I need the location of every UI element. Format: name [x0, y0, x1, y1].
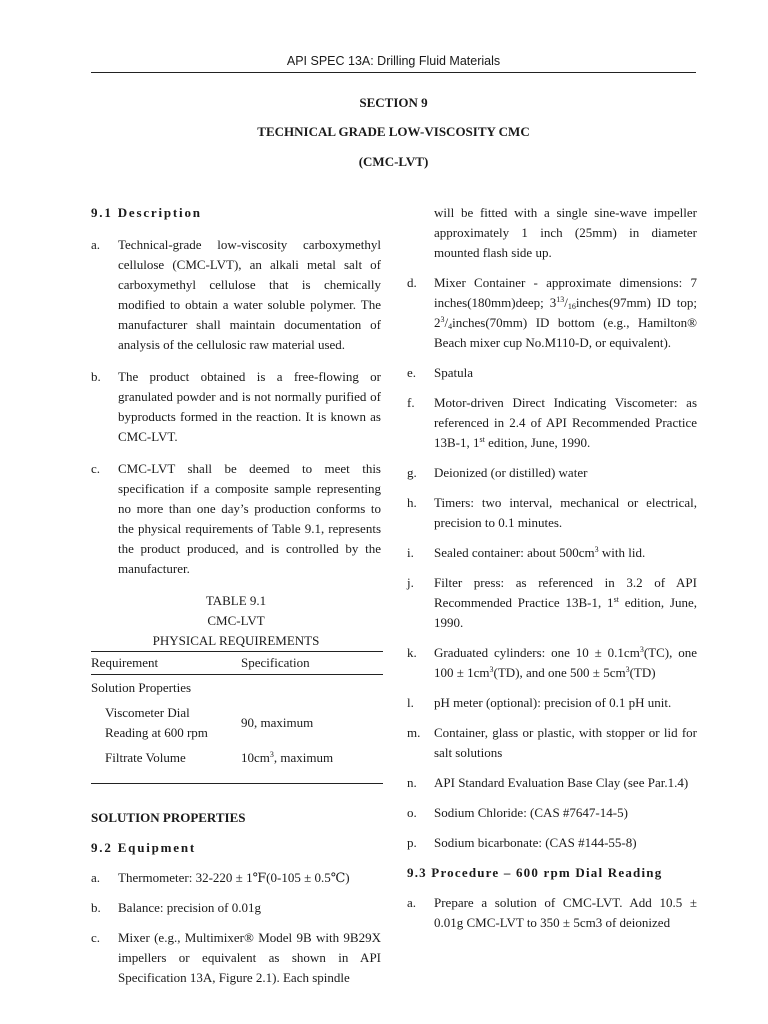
equipment-c-continued: will be fitted with a single sine-wave impeller approximately 1 inch (25mm) in diameter mounted flash side up.	[434, 205, 697, 260]
item-text: Container, glass or plastic, with stopper or lid for salt solutions	[434, 725, 697, 760]
section-number: SECTION 9	[359, 95, 428, 110]
item-label: n.	[407, 775, 417, 790]
item-label: g.	[407, 465, 417, 480]
item-label: d.	[407, 275, 417, 290]
item-label: a.	[91, 237, 101, 252]
table-group-row	[91, 675, 383, 702]
item-label: b.	[91, 369, 101, 384]
running-header: API SPEC 13A: Drilling Fluid Materials	[286, 54, 501, 68]
item-label: i.	[407, 545, 414, 560]
item-label: k.	[407, 645, 417, 660]
specification-cell: 90, maximum	[241, 715, 314, 730]
heading-9-1: 9.1 Description	[91, 205, 202, 220]
equipment-i	[407, 543, 697, 563]
equipment-c	[91, 928, 381, 988]
item-label: f.	[407, 395, 415, 410]
specification-cell: $10cm^3$, maximum	[241, 750, 334, 765]
group-label: Solution Properties	[91, 680, 192, 695]
item-text: API Standard Evaluation Base Clay (see Par.1.4)	[434, 775, 689, 790]
table-row	[91, 745, 383, 771]
section-subtitle: (CMC-LVT)	[358, 154, 429, 169]
description-a	[91, 235, 381, 355]
item-label: h.	[407, 495, 417, 510]
table-row	[91, 701, 383, 745]
section-title: TECHNICAL GRADE LOW-VISCOSITY CMC	[257, 124, 530, 139]
requirement-line: Viscometer Dial	[105, 705, 190, 720]
equipment-p	[407, 833, 697, 853]
item-label: o.	[407, 805, 417, 820]
equipment-m	[407, 723, 697, 763]
item-label: m.	[407, 725, 421, 740]
item-text: Mixer (e.g., Multimixer® Model 9B with 9B29X impellers or equivalent as shown in API Specification 13A, Figure 2.1). Each spindle	[118, 930, 381, 985]
left-column	[91, 203, 381, 988]
item-label: b.	[91, 900, 101, 915]
item-text: Mixer Container - approximate dimensions: 7 inches(180mm)deep; $3^{13}/_{16}inches(97mm)$ ID top; $2^3/_4inches(70mm)$ ID bottom (e.g., Hamilton® Beach mixer cup No.M110-D, or equivalent).	[434, 275, 697, 350]
item-text: Timers: two interval, mechanical or electrical, precision to 0.1 minutes.	[434, 495, 697, 530]
requirement-cell	[91, 701, 241, 745]
item-text: Graduated cylinders: one $10 \pm 0.1cm^3(TC)$, one $100 \pm 1cm^3(TD)$, and one $500 \pm 5cm^3(TD)$	[434, 645, 697, 680]
item-text: Deionized (or distilled) water	[434, 465, 588, 480]
equipment-a	[91, 868, 381, 888]
equipment-d	[407, 273, 697, 353]
equipment-o	[407, 803, 697, 823]
equipment-k	[407, 643, 697, 683]
table-caption-title: PHYSICAL REQUIREMENTS	[152, 633, 320, 648]
col-header-specification: Specification	[241, 652, 383, 675]
equipment-n	[407, 773, 697, 793]
equipment-j	[407, 573, 697, 633]
item-label: a.	[91, 870, 101, 885]
item-text: pH meter (optional): precision of 0.1 pH unit.	[434, 695, 672, 710]
right-column	[407, 203, 697, 933]
item-text: Sodium bicarbonate: (CAS #144-55-8)	[434, 835, 637, 850]
item-label: c.	[91, 461, 101, 476]
procedure-a	[407, 893, 697, 933]
table-bottom-rule	[91, 771, 383, 784]
equipment-b	[91, 898, 381, 918]
item-text: Spatula	[434, 365, 473, 380]
header-rule	[91, 72, 696, 73]
table-caption-number: TABLE 9.1	[205, 593, 267, 608]
equipment-e	[407, 363, 697, 383]
requirement-cell: Filtrate Volume	[105, 750, 186, 765]
item-text: Motor-driven Direct Indicating Viscometer: as referenced in 2.4 of API Recommended Practice 13B-1, 1st edition, June, 1990.	[434, 395, 697, 450]
item-text: Sodium Chloride: (CAS #7647-14-5)	[434, 805, 628, 820]
item-label: l.	[407, 695, 414, 710]
requirements-table	[91, 651, 383, 784]
item-text: Prepare a solution of CMC-LVT. Add 10.5 ± 0.01g CMC-LVT to 350 ± 5cm3 of deionized	[434, 895, 697, 930]
table-caption-name: CMC-LVT	[207, 613, 265, 628]
item-text: Balance: precision of 0.01g	[118, 900, 261, 915]
col-header-requirement: Requirement	[91, 652, 241, 675]
heading-9-3: 9.3 Procedure – 600 rpm Dial Reading	[407, 865, 663, 880]
item-text: Sealed container: about $500cm^3$ with lid.	[434, 545, 646, 560]
item-label: j.	[407, 575, 414, 590]
item-text: Thermometer: 32-220 ± 1℉(0-105 ± 0.5℃)	[118, 870, 350, 885]
item-text: CMC-LVT shall be deemed to meet this specification if a composite sample representing no more than one day’s production conforms to the physical requirements of Table 9.1, represents the product produced, and is controlled by the manufacturer.	[118, 461, 381, 576]
item-label: e.	[407, 365, 417, 380]
equipment-l	[407, 693, 697, 713]
item-label: p.	[407, 835, 417, 850]
heading-9-2: 9.2 Equipment	[91, 840, 197, 855]
solution-properties-heading: SOLUTION PROPERTIES	[91, 810, 246, 825]
item-text: Filter press: as referenced in 3.2 of API Recommended Practice 13B-1, 1st edition, June, 1990.	[434, 575, 697, 630]
equipment-h	[407, 493, 697, 533]
item-text: The product obtained is a free-flowing or granulated powder and is not normally purified of byproducts formed in the reaction. It is known as CMC-LVT.	[118, 369, 381, 444]
item-label: a.	[407, 895, 417, 910]
table-header-row	[91, 652, 383, 675]
requirement-line: Reading at 600 rpm	[105, 725, 208, 740]
equipment-f	[407, 393, 697, 453]
item-label: c.	[91, 930, 101, 945]
description-b	[91, 367, 381, 447]
description-c	[91, 459, 381, 579]
equipment-g	[407, 463, 697, 483]
item-text: Technical-grade low-viscosity carboxymethyl cellulose (CMC-LVT), an alkali metal salt of carboxymethyl cellulose that is chemically modified to obtain a water soluble polymer. The manufacturer shall maintain documentation of analysis of the cellulosic raw material used.	[118, 237, 381, 352]
